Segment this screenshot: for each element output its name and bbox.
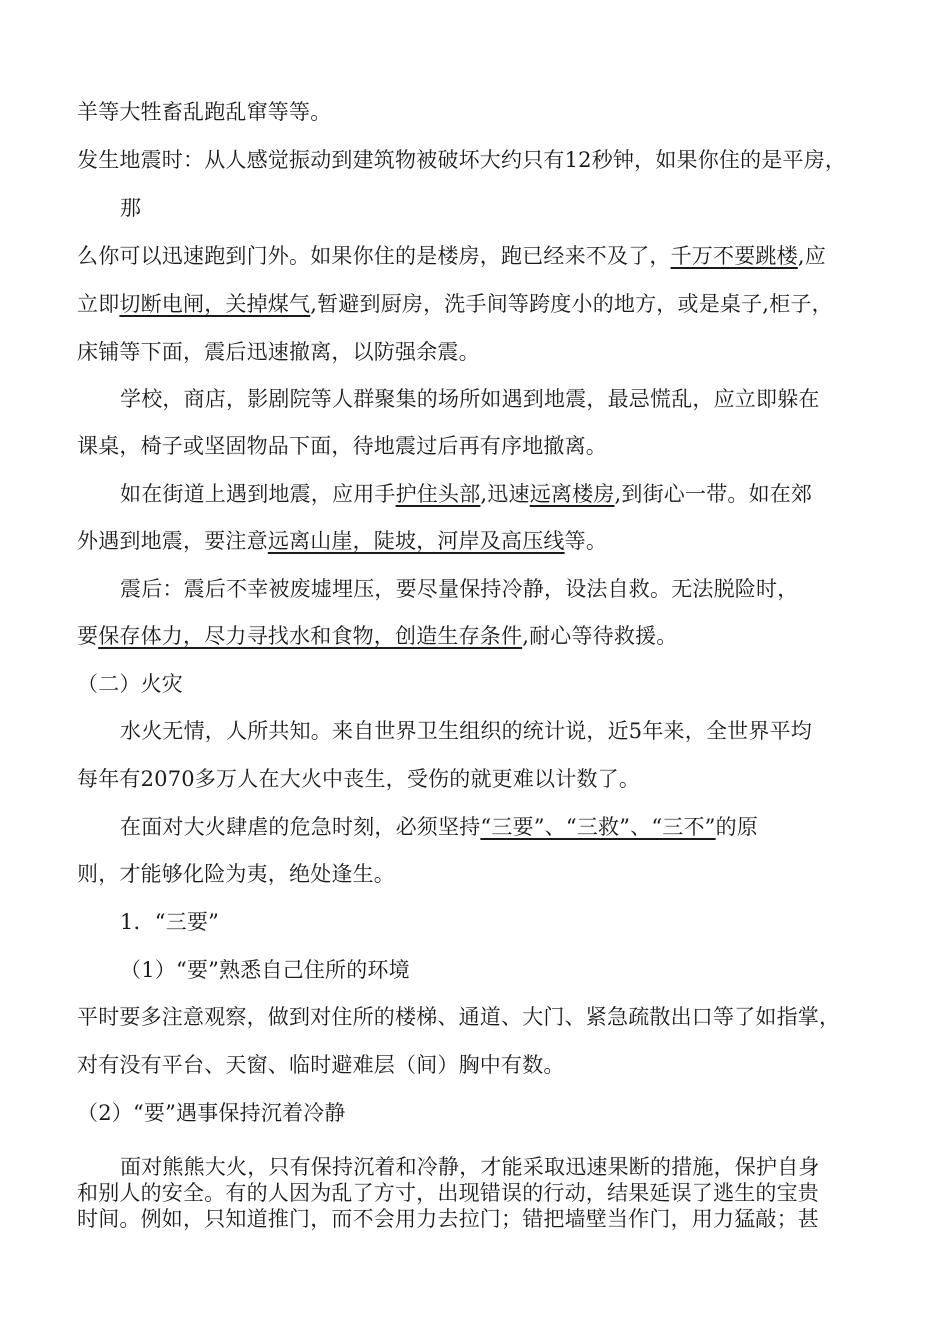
text-run: ,应 [797, 244, 826, 268]
underlined-text: 切断电闸，关掉煤气 [119, 292, 311, 316]
text-run: 和别人的安全。有的人因为乱了方寸，出现错误的行动，结果延误了逃生的宝贵 [77, 1181, 819, 1205]
section-heading [77, 669, 183, 699]
paragraph-line [120, 812, 758, 842]
paragraph-line [120, 574, 798, 604]
paragraph-line [77, 145, 846, 175]
text-run: 每年有2070多万人在大火中丧生，受伤的就更难以计数了。 [77, 767, 641, 791]
text-run: 1．“三要” [120, 910, 220, 934]
subsection-heading [77, 1098, 346, 1128]
text-run: ,暂避到厨房，洗手间等跨度小的地方，或是桌子,柜子， [310, 292, 833, 316]
paragraph-line [77, 337, 480, 367]
text-run: 在面对大火肆虐的危急时刻，必须坚持 [120, 815, 481, 839]
text-run: 学校，商店，影剧院等人群聚集的场所如遇到地震，最忌慌乱，应立即躲在 [120, 387, 820, 411]
paragraph-line [77, 97, 331, 127]
text-run: （2）“要”遇事保持沉着冷静 [77, 1101, 346, 1125]
text-run: 发生地震时：从人感觉振动到建筑物被破坏大约只有12秒钟，如果你住的是平房， [77, 148, 847, 172]
paragraph-line [77, 764, 640, 794]
paragraph-line [120, 479, 812, 509]
paragraph-line [77, 241, 826, 271]
text-run: ,耐心等待救援。 [522, 624, 678, 648]
text-run: 那 [120, 196, 142, 220]
paragraph-line [77, 1050, 565, 1080]
text-run: 等。 [564, 529, 608, 553]
text-run: 面对熊熊大火，只有保持沉着和冷静，才能采取迅速果断的措施，保护自身 [120, 1155, 820, 1179]
text-run: 羊等大牲畜乱跑乱窜等等。 [77, 100, 332, 124]
paragraph-line [77, 431, 607, 461]
text-run: 时间。例如，只知道推门，而不会用力去拉门；错把墙壁当作门，用力猛敲；甚 [77, 1207, 819, 1231]
text-run: 震后：震后不幸被废墟埋压，要尽量保持冷静，设法自救。无法脱险时， [120, 577, 799, 601]
text-run: 床铺等下面，震后迅速撤离，以防强余震。 [77, 340, 480, 364]
paragraph-line [77, 859, 395, 889]
paragraph-line [120, 716, 812, 746]
text-run: 平时要多注意观察，做到对住所的楼梯、通道、大门、紧急疏散出口等了如指掌， [77, 1005, 841, 1029]
text-run: 则，才能够化险为夷，绝处逢生。 [77, 862, 395, 886]
text-run: ,迅速 [480, 482, 530, 506]
text-run: 对有没有平台、天窗、临时避难层（间）胸中有数。 [77, 1053, 565, 1077]
text-run: （二）火灾 [77, 672, 183, 696]
text-run: ,到街心一带。如在郊 [614, 482, 813, 506]
subsection-heading [120, 955, 410, 985]
text-run: 么你可以迅速跑到门外。如果你住的是楼房，跑已经来不及了， [77, 244, 671, 268]
text-run: 如在街道上遇到地震，应用手 [120, 482, 396, 506]
text-run: 水火无情，人所共知。来自世界卫生组织的统计说，近5年来，全世界平均 [120, 719, 812, 743]
underlined-text: 护住头部 [395, 482, 481, 506]
subsection-heading [120, 907, 219, 937]
paragraph-line [77, 1002, 840, 1032]
paragraph-line [77, 526, 607, 556]
paragraph-line [120, 384, 820, 414]
paragraph-line [77, 621, 677, 651]
text-run: （1）“要”熟悉自己住所的环境 [120, 958, 410, 982]
paragraph-line [77, 1204, 819, 1234]
underlined-text: 千万不要跳楼 [670, 244, 798, 268]
paragraph-line [77, 289, 833, 319]
text-run: 外遇到地震，要注意 [77, 529, 268, 553]
text-run: 立即 [77, 292, 120, 316]
text-run: 的原 [715, 815, 759, 839]
text-run: 课桌，椅子或坚固物品下面，待地震过后再有序地撤离。 [77, 434, 607, 458]
underlined-text: 保存体力，尽力寻找水和食物，创造生存条件 [98, 624, 523, 648]
paragraph-line [120, 193, 141, 223]
underlined-text: “三要”、“三救”、“三不” [480, 815, 716, 839]
underlined-text: 远离山崖，陡坡，河岸及高压线 [267, 529, 565, 553]
text-run: 要 [77, 624, 99, 648]
underlined-text: 远离楼房 [529, 482, 615, 506]
